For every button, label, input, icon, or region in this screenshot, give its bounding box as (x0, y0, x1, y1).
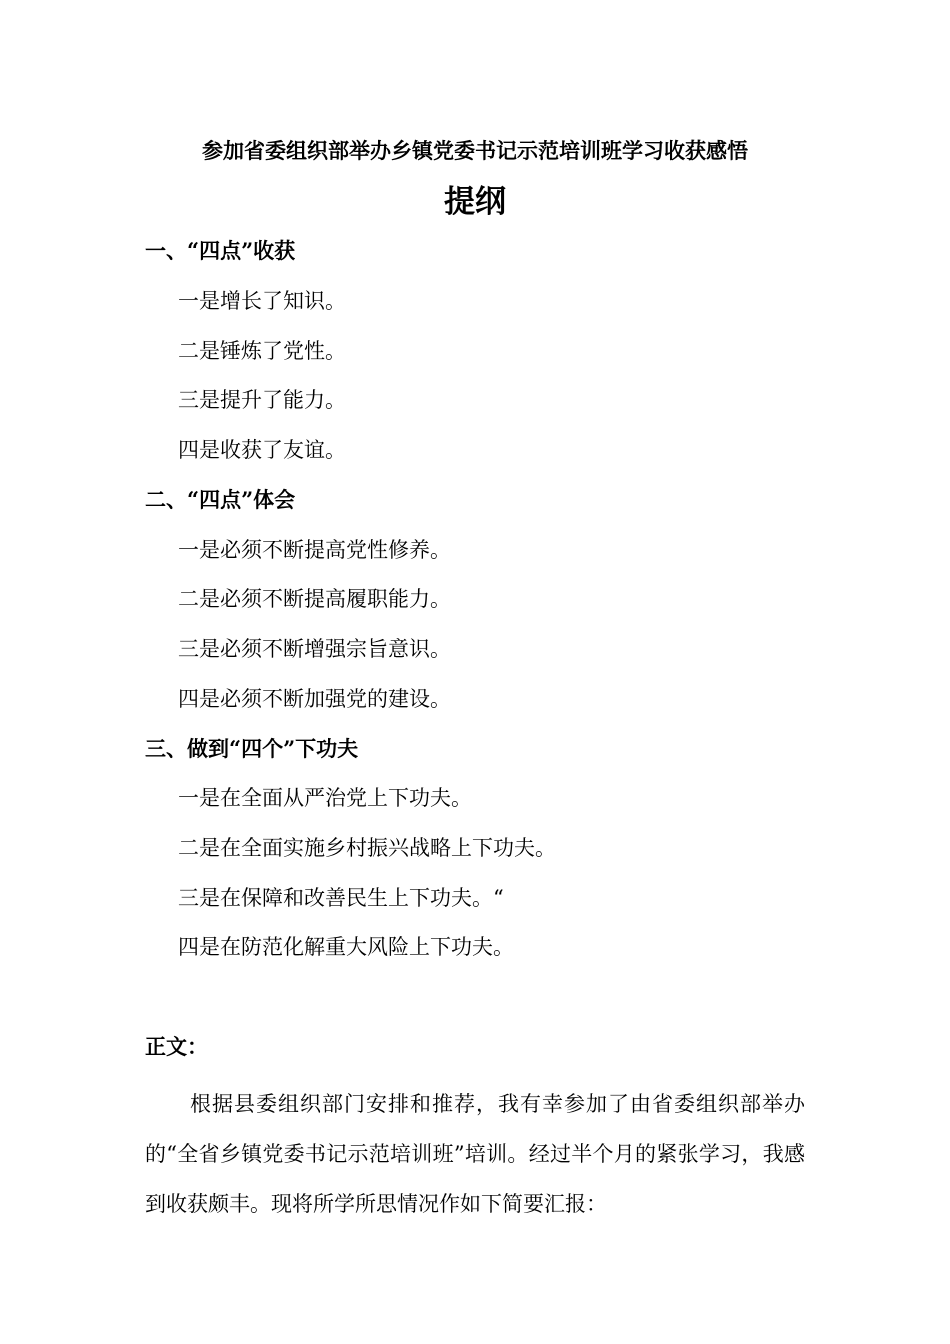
section-heading-3: 三、做到“四个”下功夫 (145, 736, 359, 761)
outline-item: 一是在全面从严治党上下功夫。 (178, 786, 472, 810)
outline-item: 二是必须不断提高履职能力。 (178, 587, 451, 611)
outline-item: 三是在保障和改善民生上下功夫。“ (178, 886, 504, 910)
body-label: 正文： (145, 1034, 208, 1059)
outline-item: 三是必须不断增强宗旨意识。 (178, 637, 451, 661)
outline-item: 二是在全面实施乡村振兴战略上下功夫。 (178, 836, 556, 860)
outline-item: 四是在防范化解重大风险上下功夫。 (178, 935, 514, 959)
document-subtitle: 提纲 (444, 184, 506, 220)
document-title: 参加省委组织部举办乡镇党委书记示范培训班学习收获感悟 (202, 138, 748, 163)
section-heading-1: 一、“四点”收获 (145, 238, 296, 263)
outline-item: 四是收获了友谊。 (178, 438, 346, 462)
outline-item: 二是锤炼了党性。 (178, 339, 346, 363)
section-heading-2: 二、“四点”体会 (145, 487, 296, 512)
body-paragraph: 根据县委组织部门安排和推荐，我有幸参加了由省委组织部举办的“全省乡镇党委书记示范培训班”培训。经过半个月的紧张学习，我感到收获颇丰。现将所学所思情况作如下简要汇报： (145, 1092, 805, 1216)
outline-item: 四是必须不断加强党的建设。 (178, 687, 451, 711)
outline-item: 三是提升了能力。 (178, 388, 346, 412)
outline-item: 一是增长了知识。 (178, 289, 346, 313)
outline-item: 一是必须不断提高党性修养。 (178, 538, 451, 562)
